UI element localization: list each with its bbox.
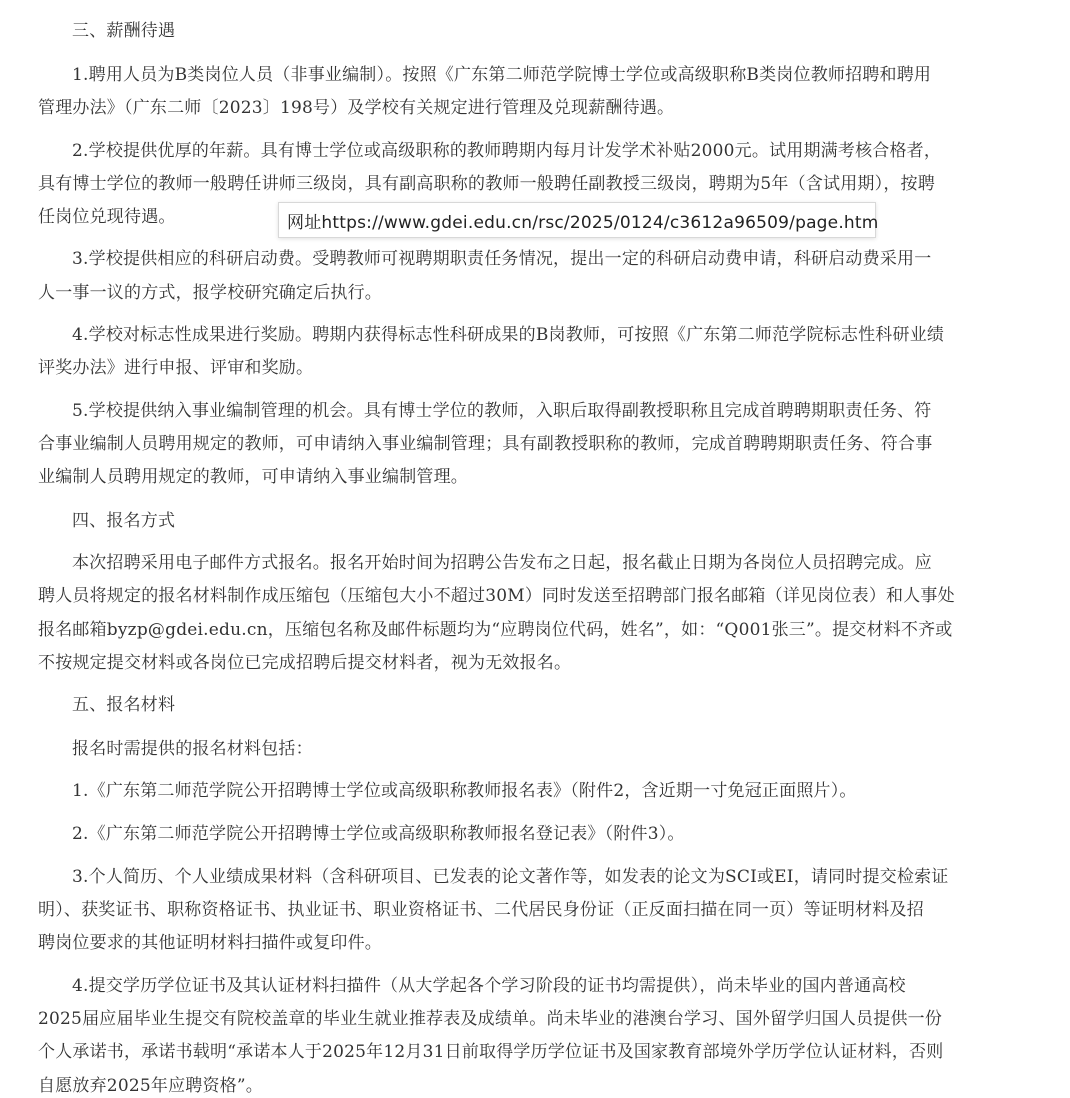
paragraph-line: 评奖办法》进行申报、评审和奖励。	[38, 358, 314, 378]
paragraph-line: 具有博士学位的教师一般聘任讲师三级岗，具有副高职称的教师一般聘任副教授三级岗，聘期为5年（含试用期），按聘	[38, 174, 935, 194]
paragraph-line: 人一事一议的方式，报学校研究确定后执行。	[38, 283, 382, 303]
list-item: 4.提交学历学位证书及其认证材料扫描件（从大学起各个学习阶段的证书均需提供），尚未毕业的国内普通高校	[72, 976, 906, 996]
list-item: 3.个人简历、个人业绩成果材料（含科研项目、已发表的论文著作等，如发表的论文为SCI或EI，请同时提交检索证	[72, 867, 949, 887]
paragraph-line: 本次招聘采用电子邮件方式报名。报名开始时间为招聘公告发布之日起，报名截止日期为各岗位人员招聘完成。应	[72, 553, 932, 573]
paragraph-line: 自愿放弃2025年应聘资格”。	[38, 1076, 263, 1096]
paragraph-line: 管理办法》（广东二师〔2023〕198号）及学校有关规定进行管理及兑现薪酬待遇。	[38, 98, 675, 118]
list-item: 1.《广东第二师范学院公开招聘博士学位或高级职称教师报名表》（附件2，含近期一寸免冠正面照片）。	[72, 781, 857, 801]
paragraph-line: 2.学校提供优厚的年薪。具有博士学位或高级职称的教师聘期内每月计发学术补贴2000元。试用期满考核合格者，	[72, 141, 942, 161]
paragraph-line: 不按规定提交材料或各岗位已完成招聘后提交材料者，视为无效报名。	[38, 653, 572, 673]
list-item: 2.《广东第二师范学院公开招聘博士学位或高级职称教师报名登记表》（附件3）。	[72, 824, 685, 844]
paragraph-line: 3.学校提供相应的科研启动费。受聘教师可视聘期职责任务情况，提出一定的科研启动费申请，科研启动费采用一	[72, 249, 932, 269]
paragraph-line: 业编制人员聘用规定的教师，可申请纳入事业编制管理。	[38, 467, 468, 487]
paragraph-line: 任岗位兑现待遇。	[38, 207, 176, 227]
paragraph-line: 聘岗位要求的其他证明材料扫描件或复印件。	[38, 933, 382, 953]
paragraph-line: 报名时需提供的报名材料包括：	[72, 739, 313, 759]
paragraph-line: 2025届应届毕业生提交有院校盖章的毕业生就业推荐表及成绩单。尚未毕业的港澳台学习、国外留学归国人员提供一份	[38, 1009, 943, 1029]
paragraph-line: 报名邮箱byzp@gdei.edu.cn，压缩包名称及邮件标题均为“应聘岗位代码，姓名”，如：“Q001张三”。提交材料不齐或	[38, 620, 953, 640]
section-heading-application-method: 四、报名方式	[72, 511, 176, 531]
section-heading-salary: 三、薪酬待遇	[72, 21, 176, 41]
paragraph-line: 4.学校对标志性成果进行奖励。聘期内获得标志性科研成果的B岗教师，可按照《广东第二师范学院标志性科研业绩	[72, 325, 945, 345]
paragraph-line: 5.学校提供纳入事业编制管理的机会。具有博士学位的教师，入职后取得副教授职称且完成首聘聘期职责任务、符	[72, 401, 932, 421]
paragraph-line: 合事业编制人员聘用规定的教师，可申请纳入事业编制管理；具有副教授职称的教师，完成首聘聘期职责任务、符合事	[38, 434, 933, 454]
paragraph-line: 1.聘用人员为B类岗位人员（非事业编制）。按照《广东第二师范学院博士学位或高级职称B类岗位教师招聘和聘用	[72, 65, 932, 85]
paragraph-line: 个人承诺书，承诺书载明“承诺本人于2025年12月31日前取得学历学位证书及国家教育部境外学历学位认证材料，否则	[38, 1042, 944, 1062]
paragraph-line: 聘人员将规定的报名材料制作成压缩包（压缩包大小不超过30M）同时发送至招聘部门报名邮箱（详见岗位表）和人事处	[38, 586, 955, 606]
url-overlay: 网址https://www.gdei.edu.cn/rsc/2025/0124/c3612a96509/page.htm	[278, 202, 876, 238]
section-heading-application-materials: 五、报名材料	[72, 695, 176, 715]
paragraph-line: 明）、获奖证书、职称资格证书、执业证书、职业资格证书、二代居民身份证（正反面扫描在同一页）等证明材料及招	[38, 900, 924, 920]
